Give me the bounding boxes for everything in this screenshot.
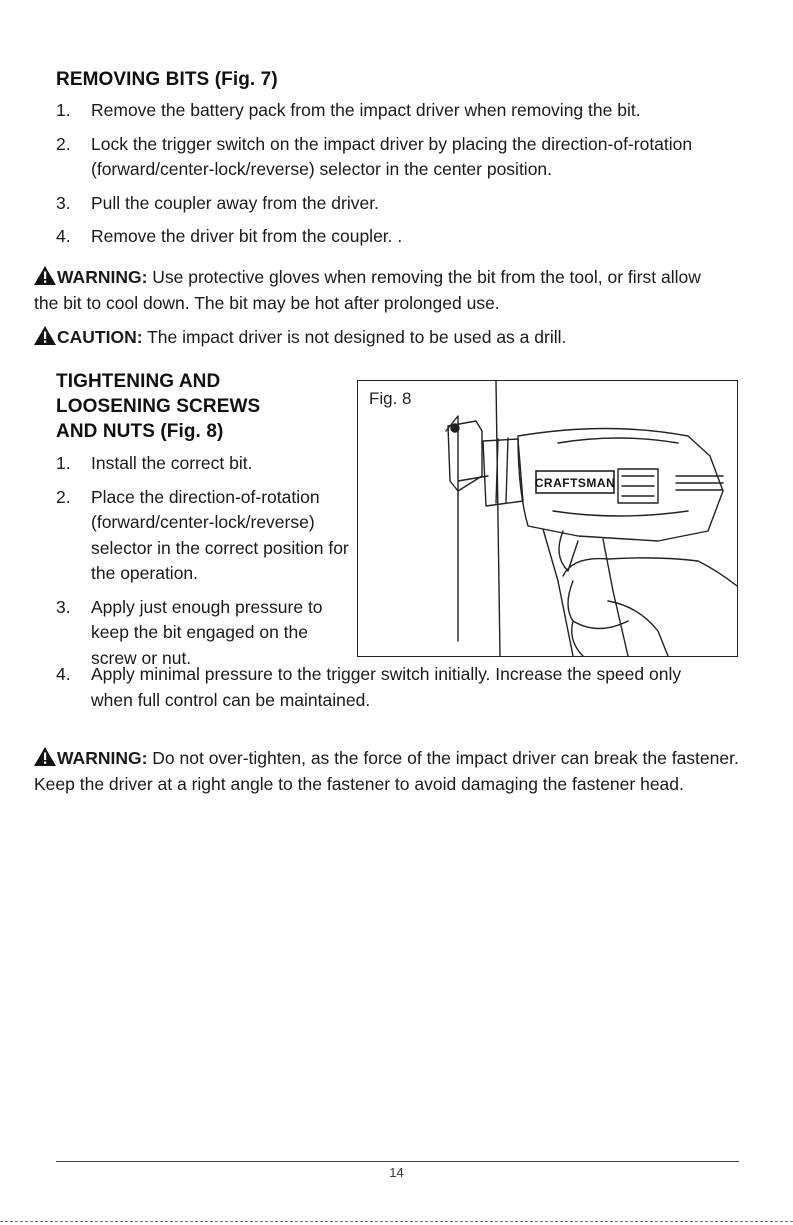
list-item xyxy=(56,224,726,250)
step-text: Remove the driver bit from the coupler. . xyxy=(91,226,403,246)
step-text: Install the correct bit. xyxy=(91,453,253,473)
heading-line: AND NUTS (Fig. 8) xyxy=(56,421,224,442)
caution-label: CAUTION: xyxy=(57,327,143,347)
impact-driver-illustration xyxy=(358,381,737,656)
warning-notice-removing xyxy=(34,265,724,316)
brand-text: CRAFTSMAN xyxy=(534,476,616,490)
warning-notice-tightening xyxy=(34,746,739,797)
step-text: Place the direction-of-rotation (forward/center-lock/reverse) selector in the correct position for the operation. xyxy=(91,486,349,583)
heading-line: TIGHTENING AND xyxy=(56,371,221,392)
step-number: 4. xyxy=(56,664,71,684)
step-text: Remove the battery pack from the impact driver when removing the bit. xyxy=(91,100,641,120)
warning-text: Use protective gloves when removing the bit from the tool, or first allow the bit to cool down. The bit may be hot after prolonged use. xyxy=(34,267,701,313)
footer-divider xyxy=(56,1161,739,1162)
caution-text: The impact driver is not designed to be used as a drill. xyxy=(142,327,567,347)
list-item xyxy=(56,98,726,124)
section-heading-removing-bits: REMOVING BITS (Fig. 7) xyxy=(56,69,278,90)
step-number: 4. xyxy=(56,226,71,246)
list-item xyxy=(56,451,356,477)
list-item xyxy=(56,191,726,217)
warning-text: Do not over-tighten, as the force of the impact driver can break the fastener. Keep the driver at a right angle to the fastener to avoid damaging the fastener head. xyxy=(34,748,739,794)
figure-8 xyxy=(357,380,738,657)
removing-bits-steps xyxy=(56,98,726,258)
caution-notice xyxy=(34,325,724,351)
section-heading-tightening xyxy=(56,369,260,444)
step-number: 2. xyxy=(56,486,71,507)
step-text: Lock the trigger switch on the impact driver by placing the direction-of-rotation (forward/center-lock/reverse) selector in the center position. xyxy=(91,133,693,179)
page-number: 14 xyxy=(389,1165,404,1180)
step-number: 1. xyxy=(56,100,71,120)
page-edge-rule xyxy=(0,1221,793,1222)
warning-triangle-icon xyxy=(34,266,56,285)
heading-line: LOOSENING SCREWS xyxy=(56,396,261,417)
step-text: Apply minimal pressure to the trigger switch initially. Increase the speed only when full control can be maintained. xyxy=(91,664,682,710)
warning-label: WARNING: xyxy=(57,748,148,768)
list-item xyxy=(56,485,356,587)
step-text: Pull the coupler away from the driver. xyxy=(91,192,379,213)
figure-label: Fig. 8 xyxy=(369,389,412,408)
warning-triangle-icon xyxy=(34,326,56,345)
list-item xyxy=(56,132,726,183)
step-number: 2. xyxy=(56,133,71,154)
step-number: 3. xyxy=(56,596,71,617)
warning-label: WARNING: xyxy=(57,267,148,287)
step-number: 1. xyxy=(56,453,71,473)
tightening-steps xyxy=(56,451,356,679)
list-item xyxy=(56,595,356,672)
warning-triangle-icon xyxy=(34,747,56,766)
step-number: 3. xyxy=(56,192,71,213)
step-text: Apply just enough pressure to keep the bit engaged on the screw or nut. xyxy=(91,596,323,668)
tightening-step-4 xyxy=(56,662,696,713)
